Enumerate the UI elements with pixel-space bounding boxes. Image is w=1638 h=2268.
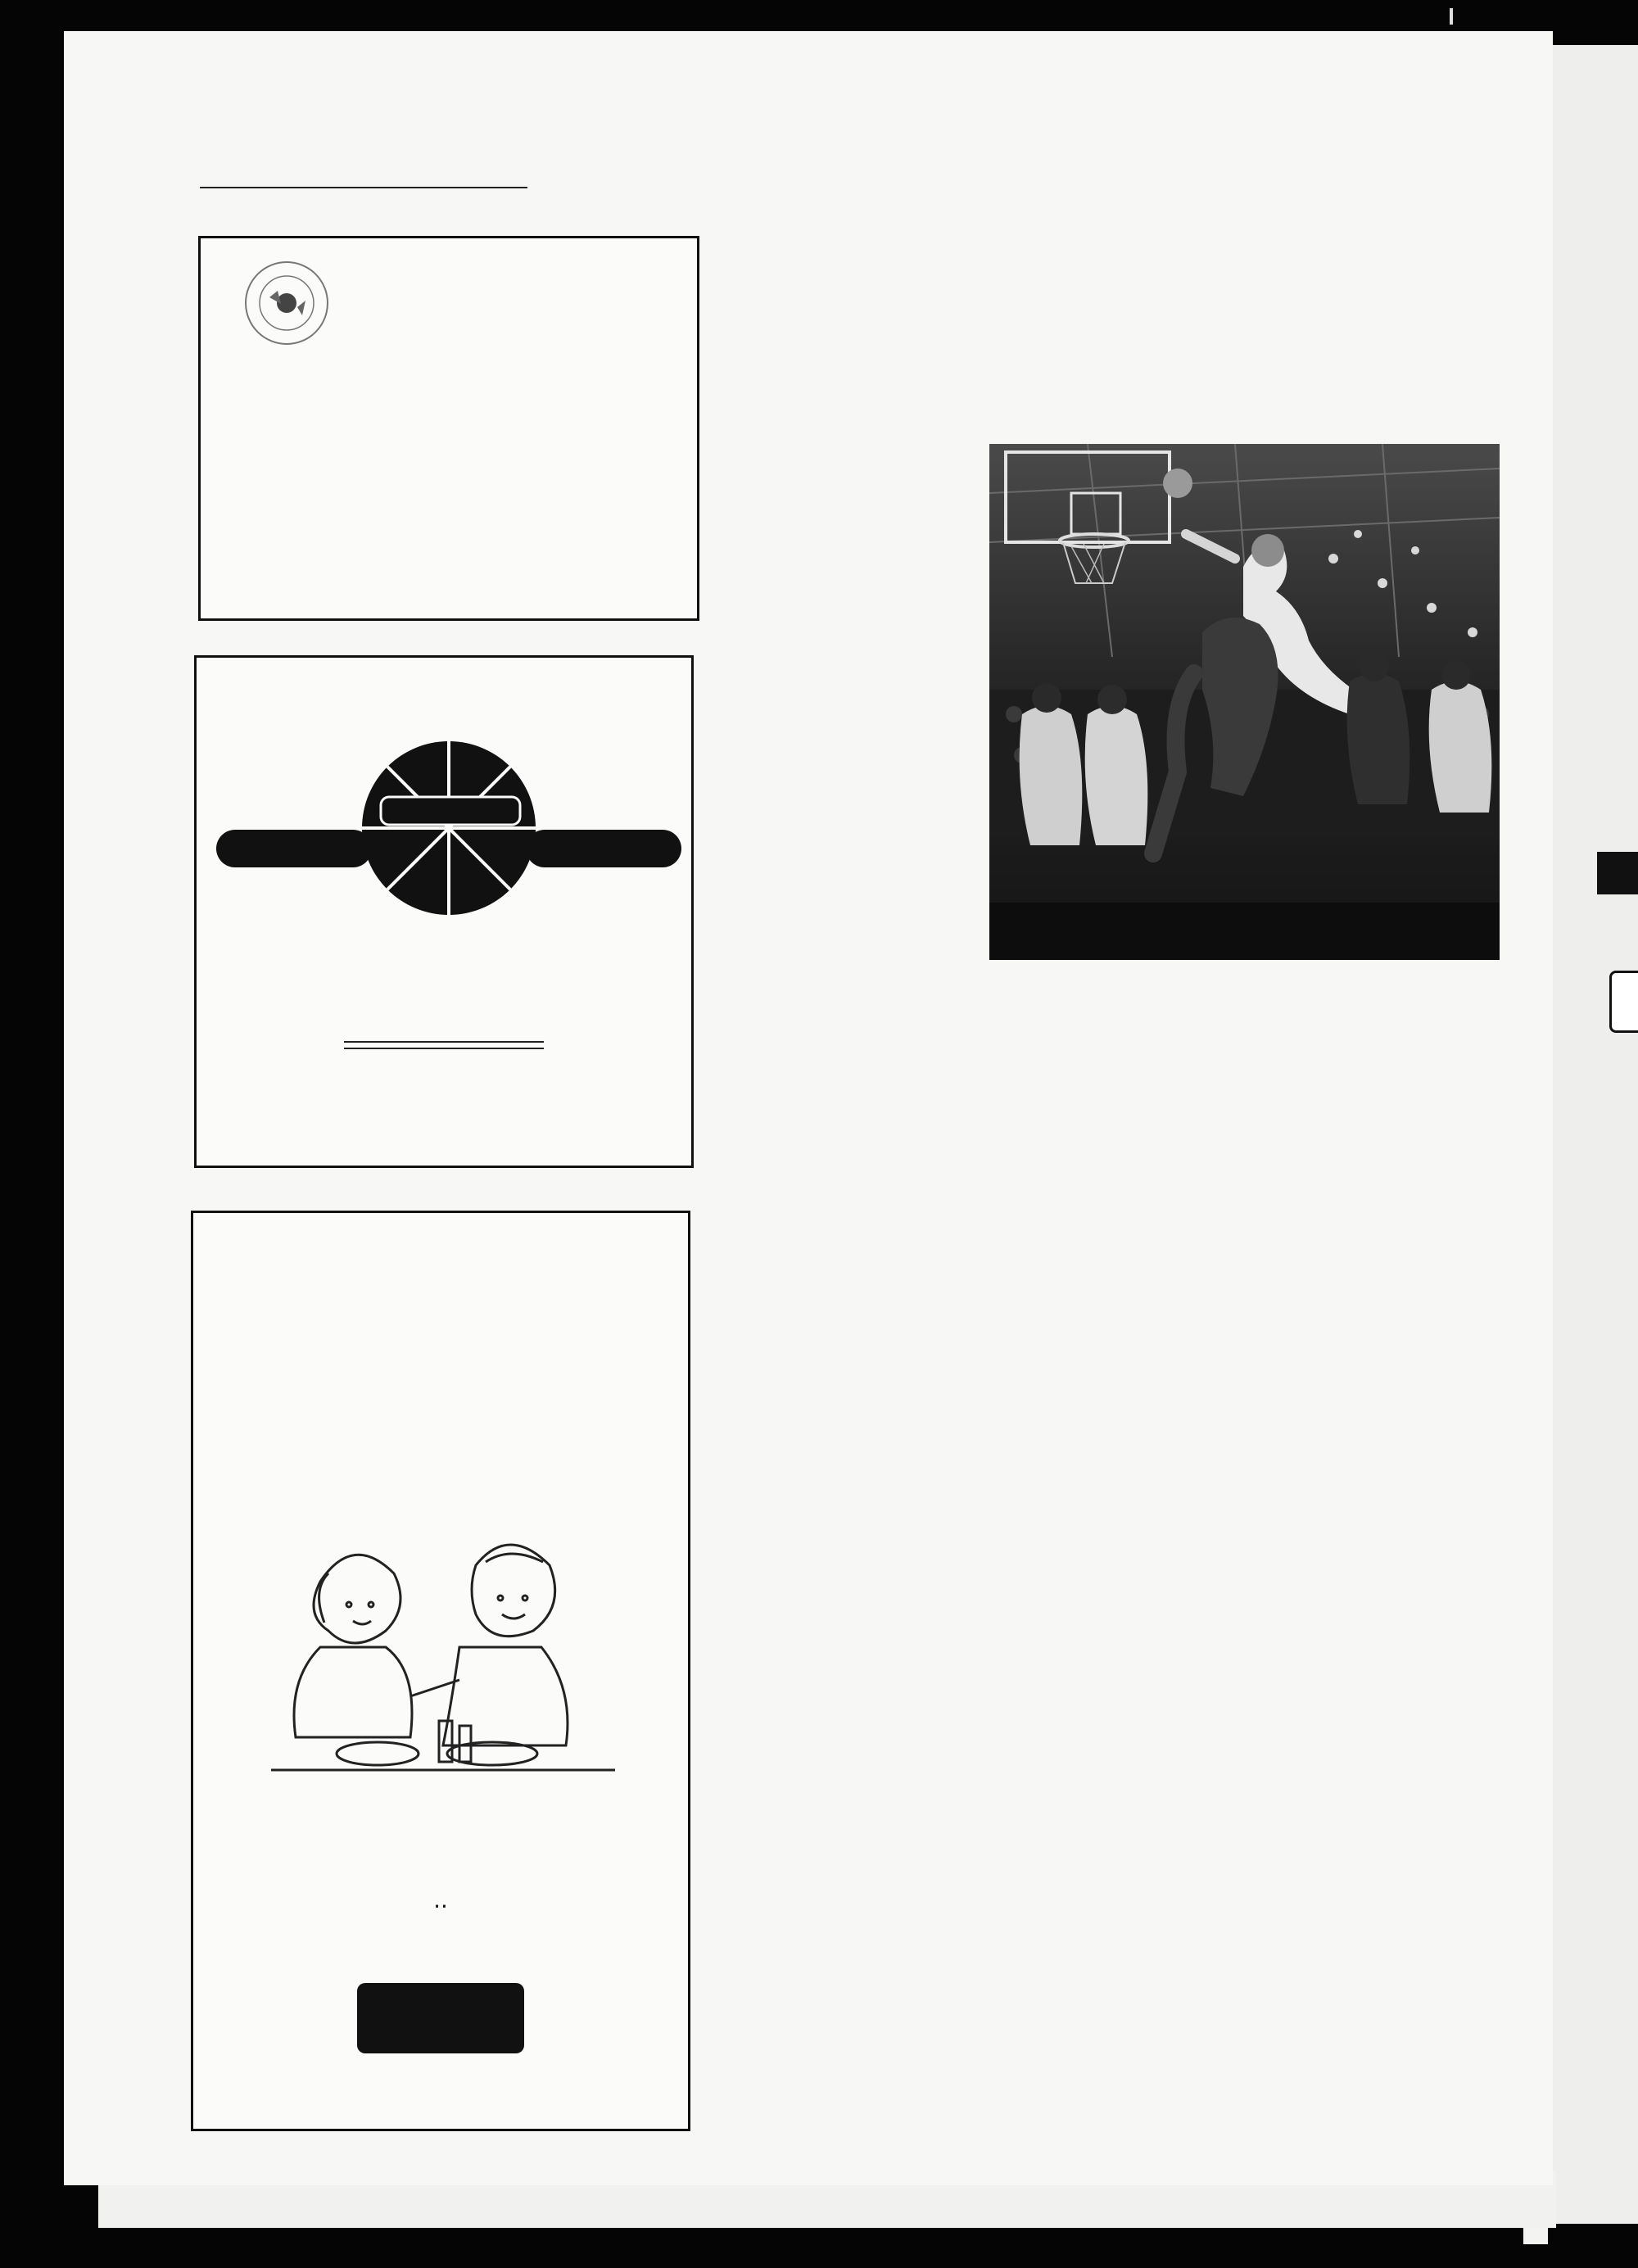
bonanza-badge bbox=[357, 1983, 524, 2053]
bonanza-ad bbox=[191, 1211, 690, 2131]
page-folio bbox=[200, 183, 527, 188]
next-page-logo bbox=[1609, 971, 1638, 1033]
sportsworld-schedule bbox=[233, 374, 676, 386]
photo-scene bbox=[989, 444, 1500, 960]
sportsworld-ad bbox=[198, 236, 699, 621]
story1-column-3-bottom bbox=[1249, 994, 1491, 1002]
story1-column-2-bottom bbox=[984, 994, 1227, 998]
story1-column-1 bbox=[719, 396, 955, 401]
next-page bbox=[1540, 45, 1638, 2224]
bonanza-special: .. bbox=[433, 1886, 448, 1913]
story1-column-2-top bbox=[991, 337, 1230, 439]
scan-speck bbox=[1450, 8, 1453, 25]
bonanza-flame-icon bbox=[290, 1236, 326, 1342]
sportsworld-logo bbox=[242, 258, 332, 348]
chanelos-ad bbox=[194, 655, 694, 1168]
chanelos-phone bbox=[344, 1041, 544, 1049]
next-page-block bbox=[1597, 852, 1638, 894]
story1-column-3-top bbox=[1260, 339, 1499, 344]
diners-illustration bbox=[271, 1508, 615, 1786]
chanelos-pizza-logo bbox=[205, 723, 688, 936]
basketball-photo bbox=[989, 444, 1500, 960]
